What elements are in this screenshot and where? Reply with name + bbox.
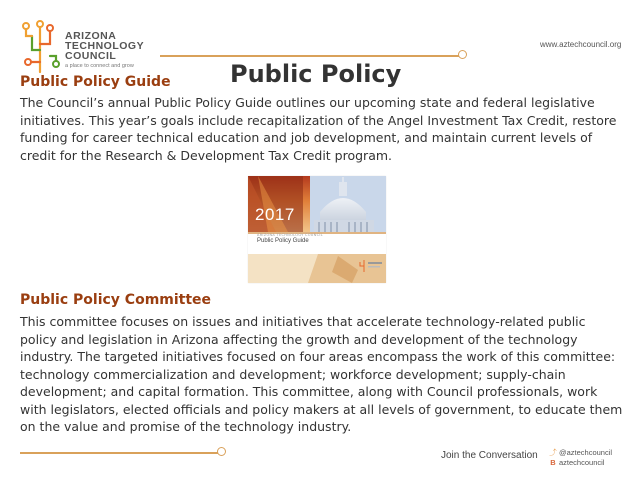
logo-line-technology: TECHNOLOGY [65, 40, 145, 52]
logo-line-council: COUNCIL [65, 50, 117, 62]
header-divider-line [160, 55, 460, 57]
cover-artwork [248, 176, 386, 283]
page-title: Public Policy [230, 60, 402, 88]
public-policy-committee-text: This committee focuses on issues and initiatives that accelerate technology-related public policy and legislation in Arizona affecting the growth and development of the technology industry. The targeted initiatives focused on four areas encompass the work of this committee: technology commercialization and development; workforce development; supply-chain development; and capital formation. This committee, along with Council professionals, work with legislators, elected officials and policy makers at all levels of government, to educate them on the value and promise of the technology industry. [20, 314, 623, 434]
website-link[interactable]: www.aztechcouncil.org [540, 40, 622, 49]
cover-organization-text: ARIZONA TECHNOLOGY COUNCIL [257, 233, 323, 237]
footer-divider-line [20, 452, 220, 454]
bird-icon: ⤴ [549, 448, 557, 457]
public-policy-guide-text: The Council’s annual Public Policy Guide outlines our upcoming state and federal legislative initiatives. This year’s goals include recapitalization of the Angel Investment Tax Credit, restore funding for career technical education and job development, and maintain current levels of credit for the Research & Development Tax Credit program. [20, 95, 617, 163]
blog-handle: aztechcouncil [559, 458, 605, 467]
twitter-link[interactable] [549, 447, 612, 458]
public-policy-guide-heading: Public Policy Guide [20, 74, 171, 90]
logo-line-arizona: ARIZONA [65, 30, 117, 42]
cover-title: Public Policy Guide [257, 238, 309, 244]
join-conversation-label: Join the Conversation [441, 450, 538, 461]
blog-link[interactable] [549, 458, 604, 467]
cover-year: 2017 [255, 205, 295, 224]
circuit-cactus-icon [20, 16, 64, 74]
logo-tagline: a place to connect and grow [65, 63, 134, 69]
footer-divider-circle-icon [217, 447, 226, 456]
header-divider-circle-icon [458, 50, 467, 59]
twitter-handle: @aztechcouncil [559, 448, 613, 457]
public-policy-committee-heading: Public Policy Committee [20, 292, 212, 308]
blogger-icon: B [550, 458, 556, 467]
logo-text [65, 31, 144, 61]
logo[interactable] [20, 16, 160, 74]
policy-guide-cover-image [248, 176, 386, 283]
